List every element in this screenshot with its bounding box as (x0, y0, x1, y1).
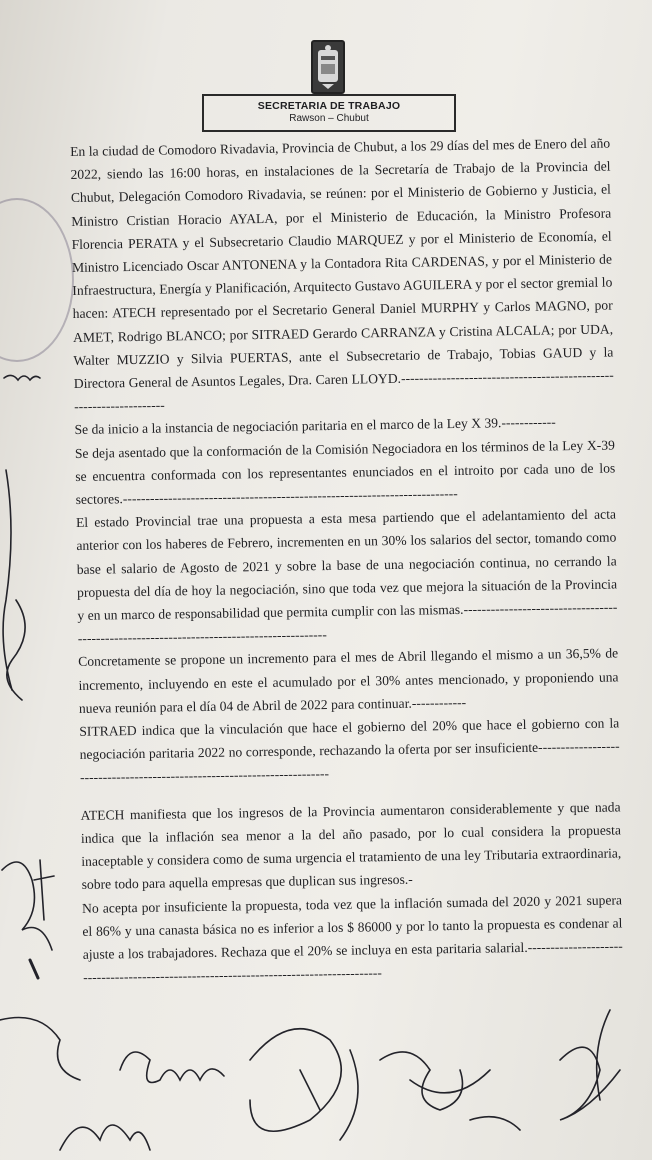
header-subtitle: Rawson – Chubut (289, 113, 369, 124)
paragraph-inicio: Se da inicio a la instancia de negociación paritaria en el marco de la Ley X 39.------------ (74, 414, 556, 438)
document-body (70, 132, 623, 990)
paragraph-sitraed: SITRAED indica que la vinculación que hace el gobierno del 20% que hace el gobierno con la negociación paritaria 2022 no corresponde, rechazando la oferta por ser insuficiente------------------------------------------------------------------------- (79, 715, 620, 786)
paragraph-comision: Se deja asentado que la conformación de la Comisión Negociadora en los términos de la Ley X-39 se encuentra conformada con los representantes enunciados en el introito por cada uno de los sectores.-------------------------------------------------------------------------- (74, 437, 616, 508)
paragraph-no-acepta: No acepta por insuficiente la propuesta, toda vez que la inflación sumada del 2020 y 2021 supera el 86% y una canasta básica no es inferior a los $ 86000 y por lo tanto la propuesta es condenar al ajuste a los trabajadores. Rechaza que el 20% se incluya en esta paritaria salarial.--------------------------------------------------------------------------------------- (81, 891, 623, 986)
official-stamp (0, 198, 74, 362)
chubut-coat-of-arms-icon (311, 40, 345, 94)
paragraph-incremento: Concretamente se propone un incremento para el mes de Abril llegando el mismo a un 36,5% de incremento, incluyendo en este el acumulado por el 30% antes mencionado, y proponiendo una nueva reunión para el día 04 de Abril de 2022 para continuar.------------ (78, 645, 619, 716)
paragraph-intro: En la ciudad de Comodoro Rivadavia, Provincia de Chubut, a los 29 días del mes de Enero del año 2022, siendo las 16:00 horas, en instalaciones de la Secretaría de Trabajo de la Provincia del Chubut, Delegación Comodoro Rivadavia, se reúnen: por el Ministerio de Gobierno y Justicia, el Ministro Cristian Horacio AYALA, por el Ministerio de Educación, la Ministro Profesora Florencia PERATA y el Subsecretario Claudio MARQUEZ y por el Ministerio de Economía, el Ministro Licenciado Oscar ANTONENA y la Contadora Rita CARDENAS, y por el Ministerio de Infraestructura, Energía y Planificación, Arquitecto Gustavo AGUILERA y por el sector gremial lo hacen: ATECH representado por el Secretario General Daniel MURPHY y Carlos MAGNO, por AMET, Rodrigo BLANCO; por SITRAED Gerardo CARRANZA y Cristina ALCALA; por UDA, Walter MUZZIO y Silvia PUERTAS, ante el Subsecretario de Trabajo, Tobias GAUD y la Directora General de Asuntos Legales, Dra. Caren LLOYD.------------------------------------------------------------------- (70, 135, 614, 415)
paragraph-propuesta-estado: El estado Provincial trae una propuesta a esta mesa partiendo que el adelantamiento del acta anterior con los haberes de Febrero, incrementen en un 30% los salarios del sector, tomando como base el salario de Agosto de 2021 y sobre la base de una negociación continua, no cerrando la propuesta del día de hoy la negociación, sino que toda vez que mejora la situación de la Provincia y en un marco de responsabilidad que permita cumplir con las mismas.----------------------------------------------------------------------------------------- (75, 506, 618, 647)
paragraph-atech: ATECH manifiesta que los ingresos de la Provincia aumentaron considerablemente y que nada indica que la inflación sea menor a la del año pasado, por lo cual considera la propuesta inaceptable y considera como de suma urgencia el tratamiento de una ley Tributaria extraordinaria, sobre todo para aquella empresas que duplican sus ingresos.- (80, 799, 622, 893)
header-title: SECRETARIA DE TRABAJO (257, 100, 401, 112)
header-box (202, 94, 456, 132)
